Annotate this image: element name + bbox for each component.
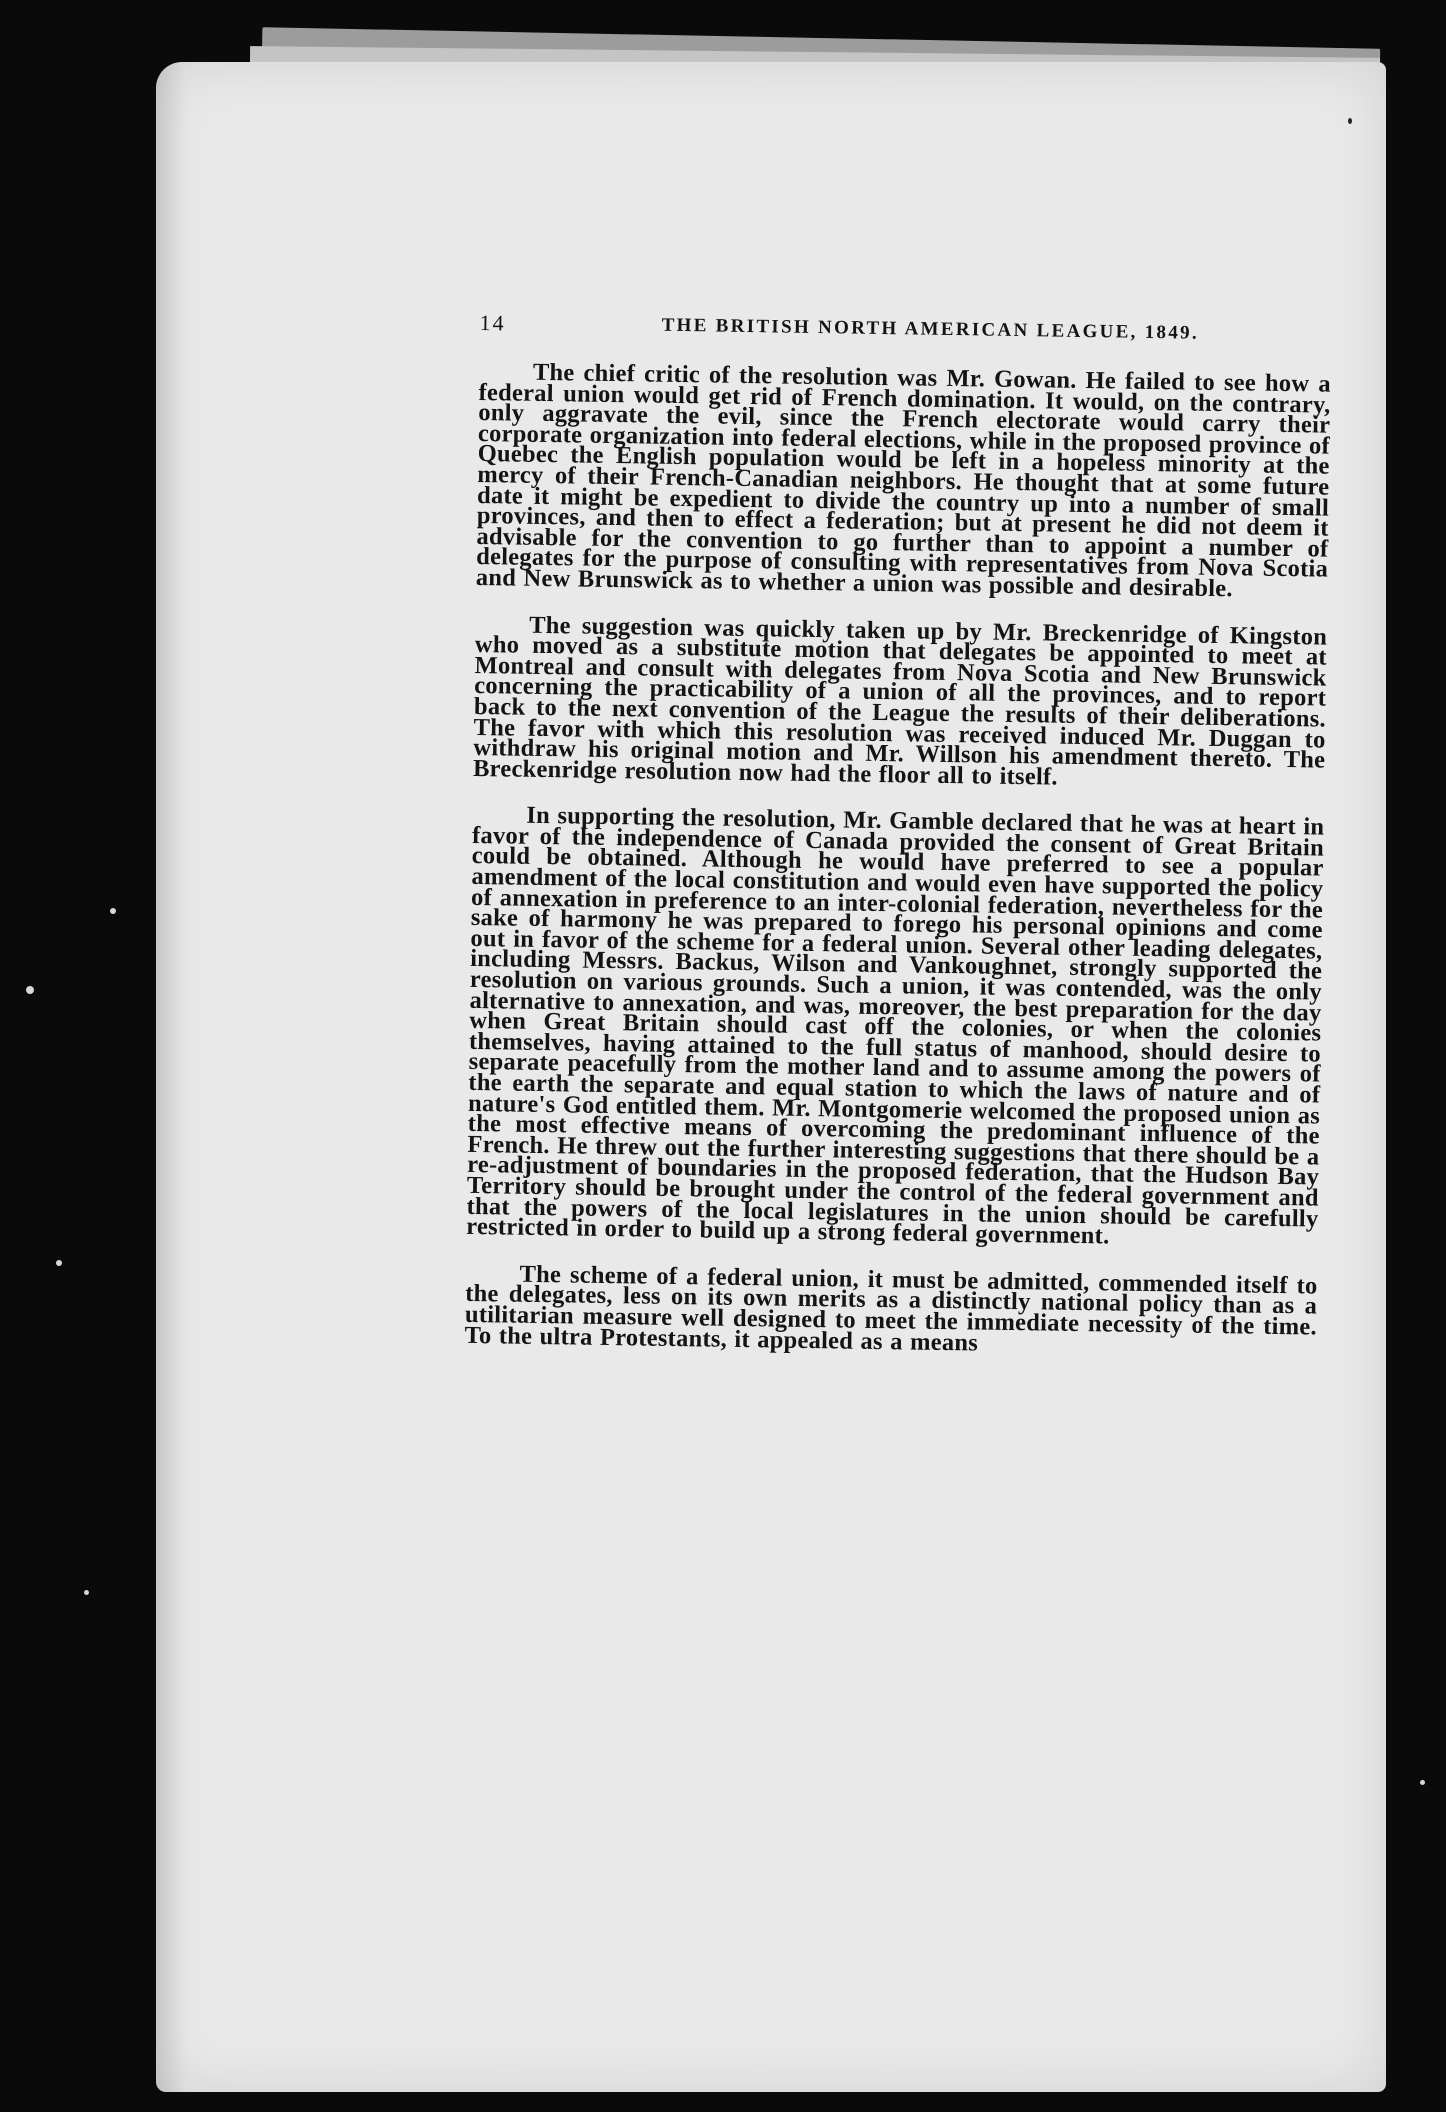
scan-speck <box>56 1260 62 1266</box>
page-edge-shadow <box>156 62 186 2092</box>
paragraph-scheme: The scheme of a federal union, it must be admitted, commended itself to the delegates, less on its own merits as a distinctly national policy than as a utilitarian measure well designed to meet the immediate necessity of the time. To the ultra Protestants, it appealed as a means <box>464 1260 1318 1357</box>
paragraph-gamble: In supporting the resolution, Mr. Gamble declared that he was at heart in favor of the independence of Canada provided the consent of Great Britain could be obtained. Although he would have preferred to see a popular amendment of the local constitution and would even have supported the policy of annexation in preference to an inter-colonial federation, nevertheless for the sake of harmony he was prepared to forego his personal opinions and come out in favor of the scheme for a federal union. Several other leading delegates, including Messrs. Backus, Wilson and Vankoughnet, strongly supported the resolution on various grounds. Such a union, it was contended, was the only alternative to annexation, and was, moreover, the best preparation for the day when Great Britain should cast off the colonies, or when the colonies themselves, having attained to the full status of manhood, should desire to separate peacefully from the mother land and to assume among the powers of the earth the separate and equal station to which the laws of nature and of nature's God entitled them. Mr. Montgomerie welcomed the proposed union as the most effective means of overcoming the predominant influence of the French. He threw out the further interesting suggestions that there should be a re-adjustment of boundaries in the proposed federation, that the Hudson Bay Territory should be brought under the control of the federal government and that the powers of the local legislatures in the union should be carefully restricted in order to build up a strong federal government. <box>466 802 1325 1250</box>
page-number: 14 <box>479 309 506 336</box>
scan-speck <box>26 986 34 994</box>
scan-speck <box>84 1590 89 1595</box>
running-title: THE BRITISH NORTH AMERICAN LEAGUE, 1849. <box>661 314 1200 344</box>
page-text-block <box>464 300 1332 1385</box>
scan-speck <box>1348 118 1352 124</box>
scan-speck <box>110 908 116 914</box>
paragraph-breckenridge: The suggestion was quickly taken up by Mr. Breckenridge of Kingston who moved as a substitute motion that delegates be appointed to meet at Montreal and consult with delegates from Nova Scotia and New Brunswick concerning the practicability of a union of all the provinces, and to report back to the next convention of the League the results of their deliberations. The favor with which this resolution was received induced Mr. Duggan to withdraw his original motion and Mr. Willson his amendment thereto. The Breckenridge resolution now had the floor all to itself. <box>472 611 1328 791</box>
scan-speck <box>1420 1780 1425 1785</box>
paragraph-gowan: The chief critic of the resolution was Mr. Gowan. He failed to see how a federal union would get rid of French domination. It would, on the contrary, only aggravate the evil, since the French electorate would carry their corporate organization into federal elections, while in the proposed province of Quebec the English population would be left in a hopeless minority at the mercy of their French-Canadian neighbors. He thought that at some future date it might be expedient to divide the country up into a number of small provinces, and then to effect a federation; but at present he did not deem it advisable for the convention to go further than to appoint a number of delegates for the purpose of consulting with representatives from Nova Scotia and New Brunswick as to whether a union was possible and desirable. <box>475 358 1332 603</box>
